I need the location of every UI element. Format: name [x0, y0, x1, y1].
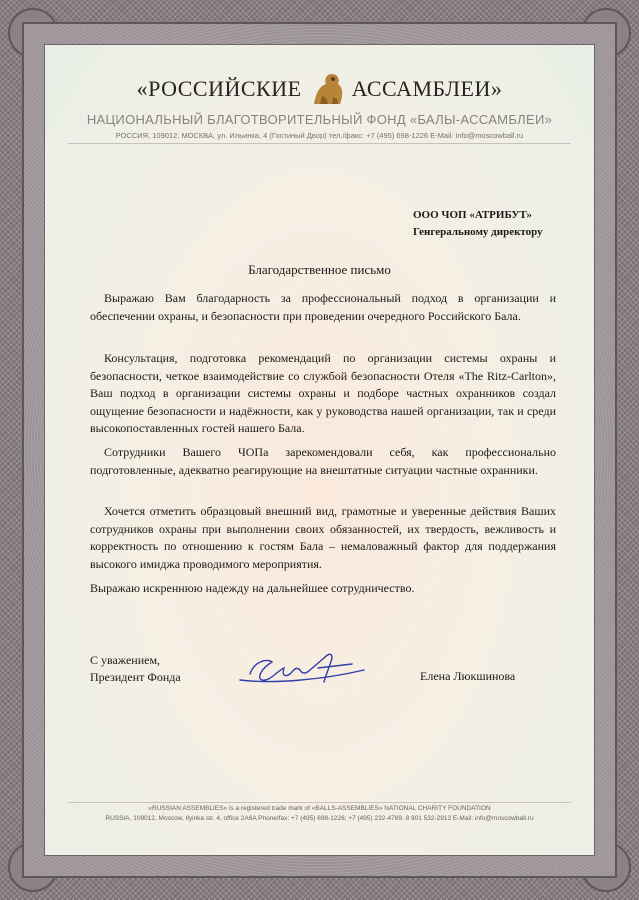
- recipient-block: [413, 207, 543, 241]
- closing-position: Президент Фонда: [90, 670, 181, 684]
- brand-line: [0, 68, 639, 110]
- letter-title: Благодарственное письмо: [248, 262, 391, 277]
- footer-address: RUSSIA, 109012, Moscow, Ilyinka str. 4, office 2A6A Phone/fax: +7 (495) 698-1226; +7 (495) 232-4769, 8 901 532-2913 E-Mail: info@moscowball.ru: [105, 815, 534, 822]
- recipient-company: ООО ЧОП «АТРИБУТ»: [413, 209, 532, 221]
- signer-name: Елена Люкшинова: [420, 669, 516, 683]
- paragraph: Выражаю Вам благодарность за профессиональный подход в организации и обеспечении охраны, и безопасности при проведении очередного Российского Бала.: [90, 291, 556, 323]
- paragraph: Консультация, подготовка рекомендаций по организации системы охраны и безопасности, четкое взаимодействие со службой безопасности Отеля «The Ritz-Carlton», Ваш подход в организации системы охраны и подборе частных охранников создал ощущение безопасности и надёжности, как у руководства нашей организации, так и среди высокопоставленных гостей нашего Бала.: [90, 351, 556, 435]
- header-divider: [68, 143, 571, 144]
- brand-right: АССАМБЛЕИ»: [351, 76, 503, 101]
- paragraph: Выражаю искреннюю надежду на дальнейшее сотрудничество.: [90, 581, 415, 595]
- lion-logo-icon: [306, 68, 348, 110]
- brand-left: «РОССИЙСКИЕ: [136, 76, 302, 101]
- paragraph: Сотрудники Вашего ЧОПа зарекомендовали себя, как профессионально подготовленные, адекватно реагирующие на внештатные ситуации частные охранники.: [90, 445, 556, 477]
- recipient-position: Генгеральному директору: [413, 226, 543, 238]
- closing-regards: С уважением,: [90, 653, 161, 667]
- handwritten-signature: [232, 640, 372, 696]
- letterhead: [0, 68, 639, 140]
- foundation-name: НАЦИОНАЛЬНЫЙ БЛАГОТВОРИТЕЛЬНЫЙ ФОНД «БАЛЫ-АССАМБЛЕИ»: [86, 112, 553, 127]
- letterhead-address: РОССИЯ, 109012, МОСКВА, ул. Ильинка, 4 (Гостиный Двор) тел./факс: +7 (495) 698-1226 E-Mail: info@moscowball.ru: [115, 131, 524, 140]
- closing-block: [90, 652, 181, 686]
- footer-trademark: «RUSSIAN ASSEMBLIES» is a registered trade mark of «BALLS-ASSEMBLIES» NATIONAL CHARITY FOUNDATION: [148, 805, 491, 812]
- footer-divider: [68, 802, 571, 803]
- paragraph: Хочется отметить образцовый внешний вид, грамотные и уверенные действия Ваших сотрудников охраны при выполнении своих обязанностей, их твердость, вежливость и корректность по отношению к гостям Бала – немаловажный фактор для поддержания высокого имиджа проводимого мероприятия.: [90, 504, 556, 571]
